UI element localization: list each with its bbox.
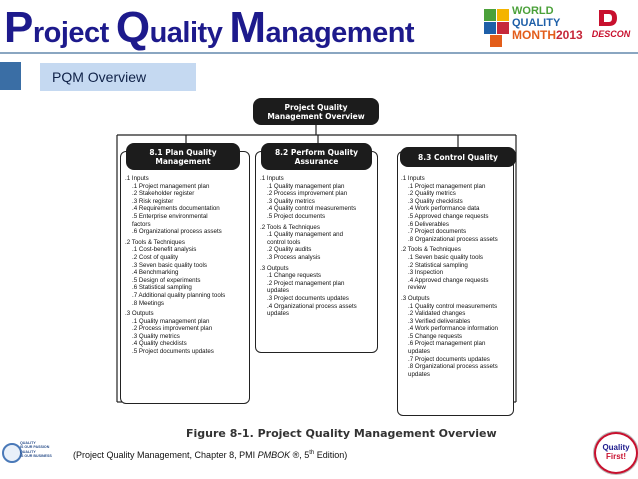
list-item: .3 Process analysis (267, 253, 321, 261)
process-details-perform-quality-assurance (260, 175, 374, 318)
pqm-overview-diagram (112, 96, 520, 431)
list-item: .8 Organizational process assets updates (408, 363, 498, 378)
source-citation: (Project Quality Management, Chapter 8, PMI PMBOK ®, 5th Edition) (73, 450, 348, 460)
list-item: .3 Inspection (408, 269, 444, 277)
root-node: Project Quality Management Overview (253, 98, 379, 125)
world-quality-month-logo (484, 5, 583, 51)
list-item: .3 Quality checklists (408, 197, 463, 205)
list-item: .3 Project documents updates (267, 294, 349, 302)
quality-first-badge: Quality First! (594, 432, 638, 474)
list-item: .4 Requirements documentation (132, 205, 220, 213)
list-item: .1 Quality management plan (132, 317, 210, 325)
list-item: .1 Cost-benefit analysis (132, 246, 197, 254)
section-heading-inputs: .1 Inputs (260, 175, 284, 182)
section-heading-outputs: .3 Outputs (401, 294, 430, 302)
list-item: .5 Approved change requests (408, 212, 489, 220)
list-item: .3 Quality metrics (267, 197, 315, 205)
title-word-2: Quality (115, 3, 223, 52)
list-item: .2 Process improvement plan (267, 190, 348, 198)
list-item: .5 Design of experiments (132, 276, 201, 284)
process-title-control-quality: 8.3 Control Quality (400, 147, 516, 167)
figure-caption: Figure 8-1. Project Quality Management Overview (186, 427, 497, 440)
header-divider (0, 52, 638, 54)
quality-blocks-icon (484, 9, 510, 47)
list-item: .4 Work performance data (408, 205, 480, 213)
section-heading-outputs: .3 Outputs (260, 264, 289, 272)
list-item: .8 Meetings (132, 299, 164, 307)
list-item: .1 Quality control measurements (408, 302, 498, 310)
list-item: .2 Cost of quality (132, 253, 179, 261)
section-heading-inputs: .1 Inputs (401, 175, 425, 182)
process-title-plan-quality: 8.1 Plan Quality Management (126, 143, 240, 170)
section-heading: PQM Overview (52, 69, 147, 85)
title-word-3: Management (229, 3, 415, 52)
process-title-perform-quality-assurance: 8.2 Perform Quality Assurance (261, 143, 372, 170)
list-item: .5 Change requests (408, 332, 463, 340)
list-item: .2 Process improvement plan (132, 325, 213, 333)
event-logo-text: WORLD QUALITY MONTH2013 (512, 5, 583, 42)
list-item: .2 Stakeholder register (132, 190, 195, 198)
list-item: .7 Project documents (408, 228, 467, 236)
section-heading-inputs: .1 Inputs (125, 175, 149, 182)
process-details-plan-quality (125, 175, 245, 356)
list-item: .4 Quality checklists (132, 340, 187, 348)
list-item: .2 Statistical sampling (408, 261, 468, 269)
list-item: .4 Quality control measurements (267, 205, 357, 213)
list-item: .2 Project management plan updates (267, 279, 345, 295)
title-word-1: Project (4, 3, 109, 52)
list-item: .1 Project management plan (408, 182, 486, 190)
descon-logo: DESCON (587, 8, 635, 44)
section-heading-bar (40, 63, 196, 91)
list-item: .2 Quality metrics (408, 190, 456, 198)
list-item: .5 Project documents (267, 212, 326, 220)
descon-mark-icon (597, 8, 619, 28)
list-item: .3 Quality metrics (132, 332, 180, 340)
list-item: .6 Deliverables (408, 220, 449, 228)
list-item: .8 Organizational process assets (408, 235, 498, 243)
section-heading-tools: .2 Tools & Techniques (125, 238, 185, 246)
process-details-control-quality (401, 175, 511, 378)
list-item: .3 Seven basic quality tools (132, 261, 207, 269)
list-item: .6 Organizational process assets (132, 228, 222, 236)
list-item: .4 Benchmarking (132, 269, 179, 277)
quality-passion-logo: QUALITY IS OUR PASSION QUALITY IS OUR BUSINESS (0, 433, 50, 473)
list-item: .1 Seven basic quality tools (408, 253, 483, 261)
list-item: .2 Validated changes (408, 310, 466, 318)
list-item: .5 Enterprise environmental factors (132, 212, 208, 228)
list-item: .6 Project management plan updates (408, 340, 486, 356)
list-item: .7 Additional quality planning tools (132, 291, 226, 299)
list-item: .4 Organizational process assets updates (267, 302, 357, 318)
list-item: .4 Approved change requests review (408, 276, 489, 292)
list-item: .1 Quality management plan (267, 182, 345, 190)
list-item: .4 Work performance information (408, 325, 498, 333)
section-heading-tools: .2 Tools & Techniques (401, 246, 461, 254)
list-item: .1 Change requests (267, 272, 322, 280)
list-item: .2 Quality audits (267, 246, 312, 254)
list-item: .1 Quality management and control tools (267, 231, 344, 246)
page-title (4, 3, 474, 52)
list-item: .1 Project management plan (132, 182, 210, 190)
list-item: .5 Project documents updates (132, 348, 214, 356)
list-item: .3 Risk register (132, 197, 174, 205)
seal-icon (2, 443, 22, 463)
section-heading-tools: .2 Tools & Techniques (260, 223, 320, 231)
list-item: .3 Verified deliverables (408, 317, 471, 325)
list-item: .7 Project documents updates (408, 355, 490, 363)
list-item: .6 Statistical sampling (132, 284, 192, 292)
section-heading-outputs: .3 Outputs (125, 310, 154, 318)
section-marker (0, 62, 21, 90)
